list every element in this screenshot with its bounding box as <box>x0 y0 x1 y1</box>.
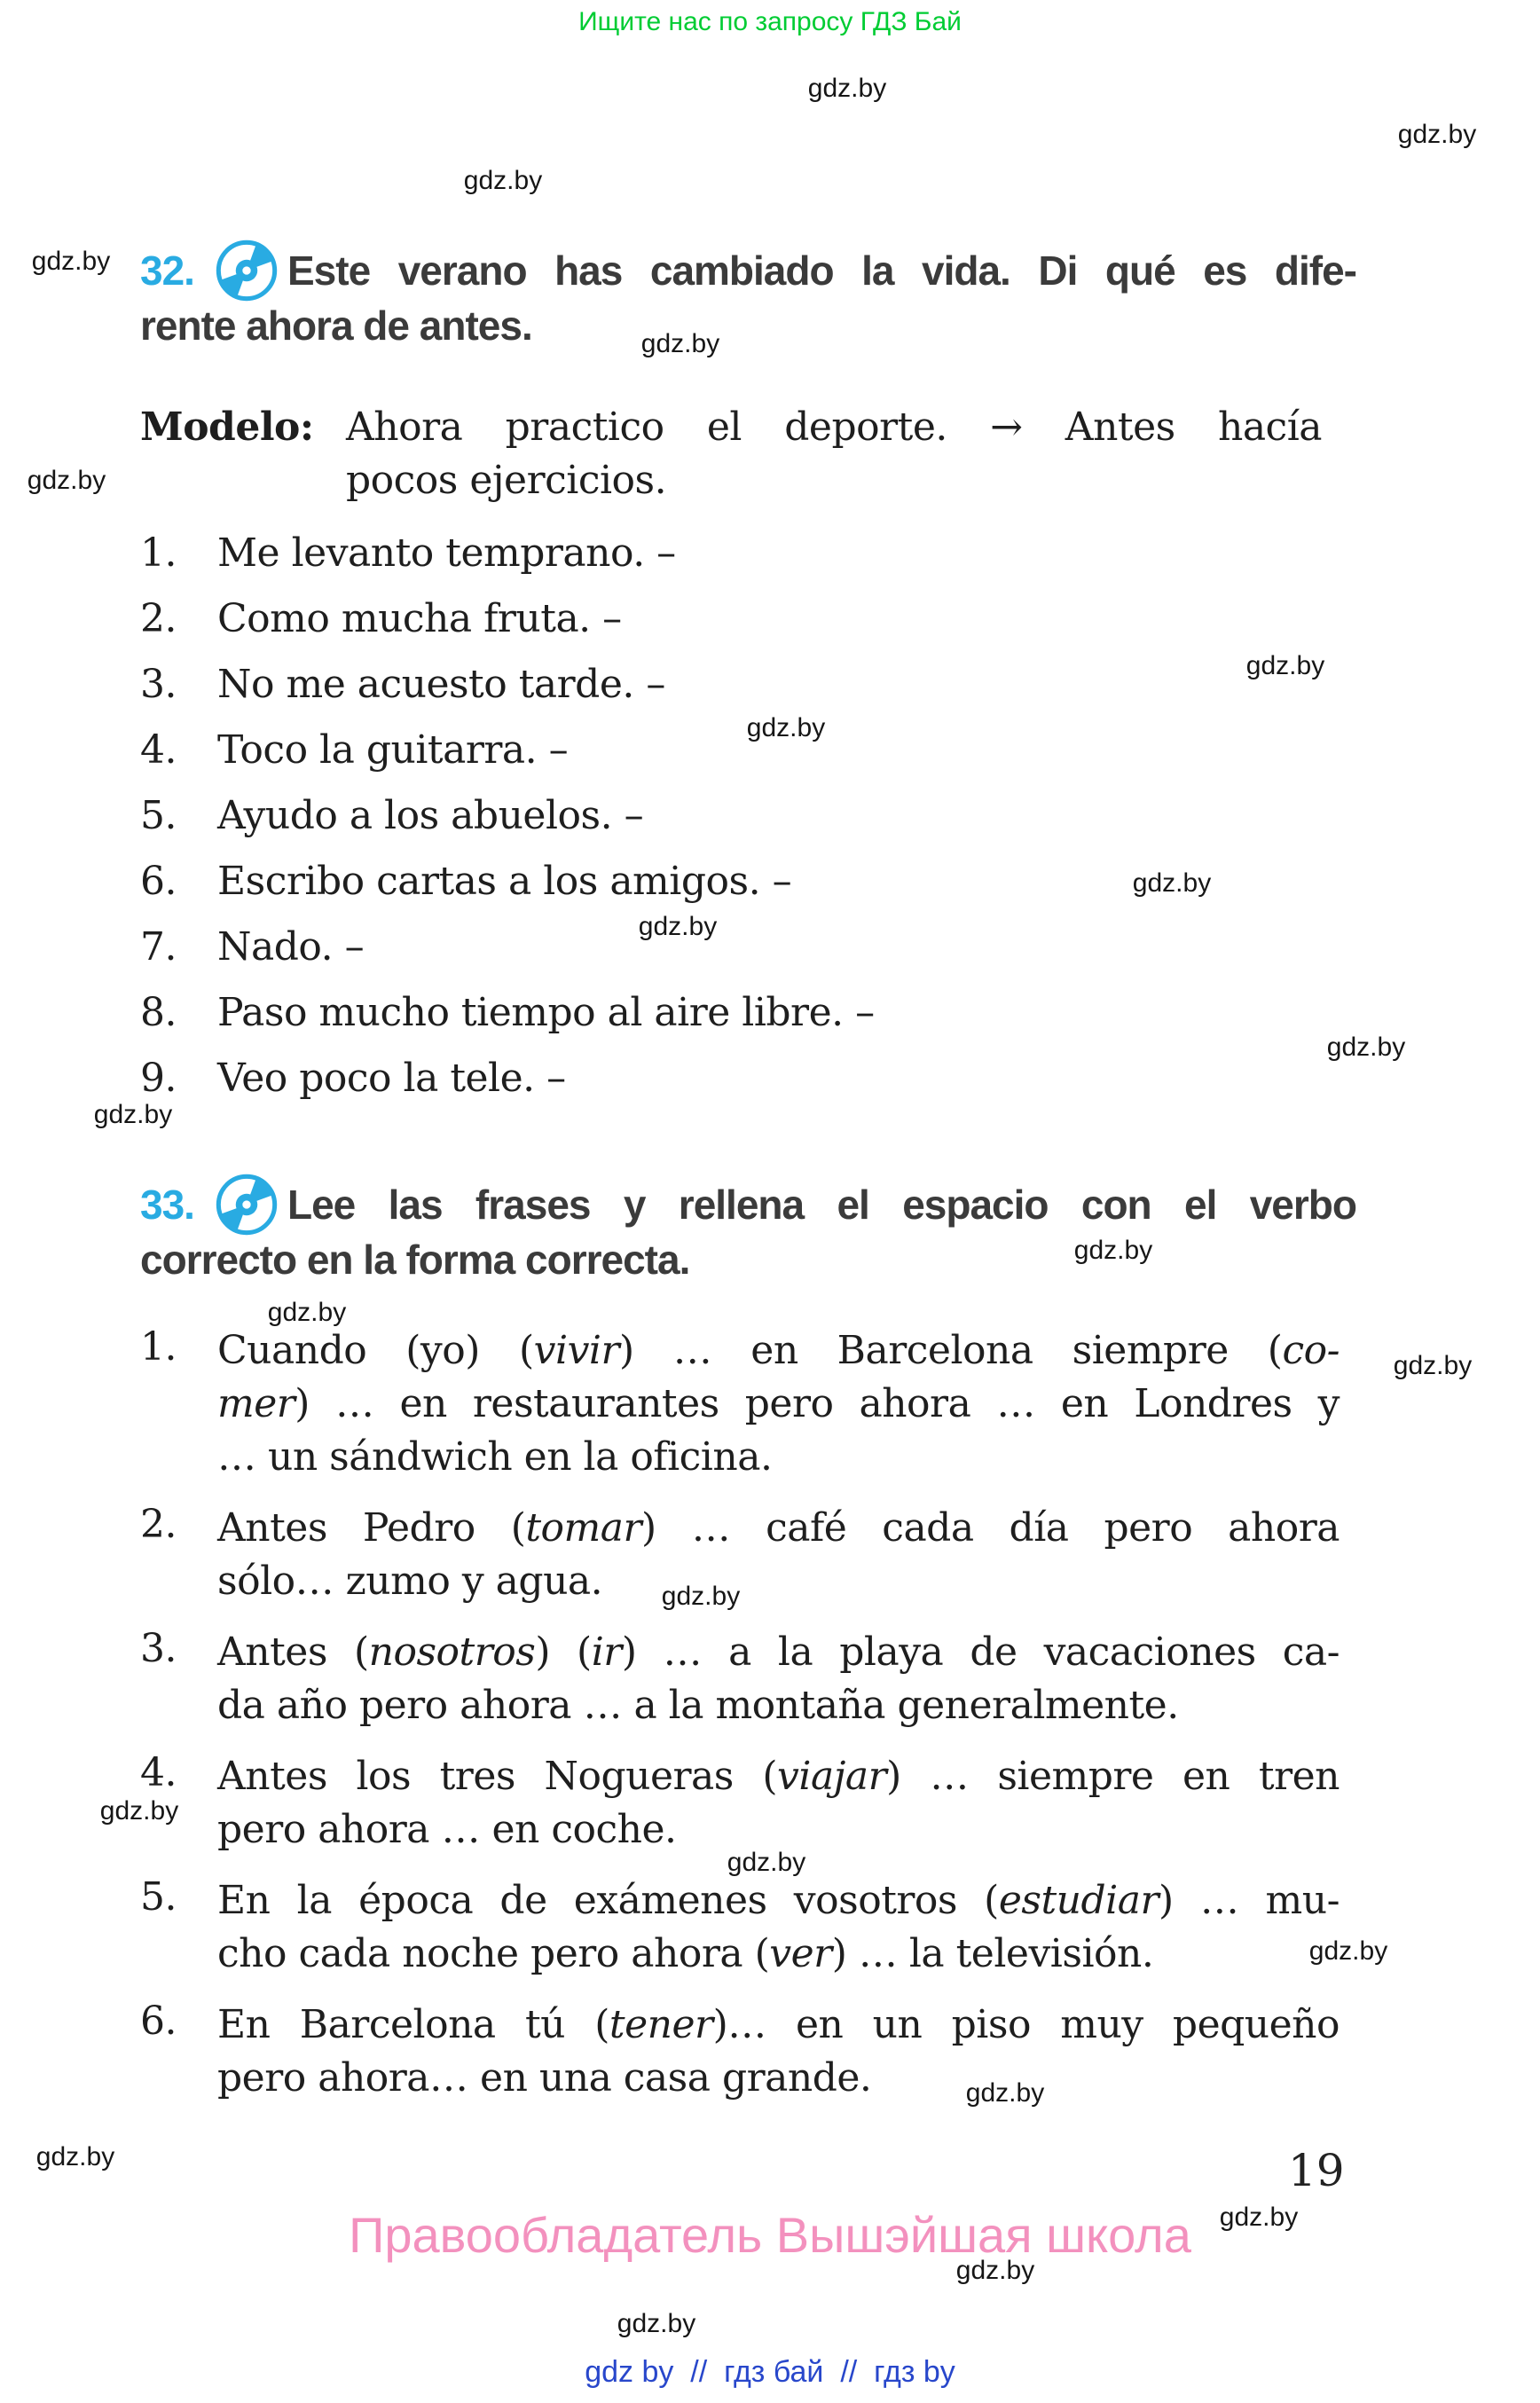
exercise-33-header-line1 <box>140 1175 1418 1234</box>
page-number: 19 <box>1288 2145 1345 2196</box>
gdz-watermark: gdz.by <box>27 466 106 495</box>
gdz-watermark: gdz.by <box>1397 120 1477 149</box>
item-number: 6. <box>140 1999 177 2044</box>
item-number: 7. <box>140 924 177 970</box>
gdz-watermark: gdz.by <box>267 1298 347 1327</box>
item-text: Cuando (yo) (vivir) … en Barcelona siempre (co- mer) … en restaurantes pero ahora … en Londres y … un sándwich en la oficina. <box>217 1328 1340 1480</box>
exercise-32-item <box>140 591 1418 648</box>
publisher-footer: Правообладатель Вышэйшая школа <box>349 2207 1191 2263</box>
exercise-32-item <box>140 722 1418 779</box>
exercise-32-title-line2: rente ahora de antes. <box>140 302 532 349</box>
exercise-33-item <box>140 1324 1418 1484</box>
exercise-32-item <box>140 525 1418 582</box>
exercise-33-item <box>140 1874 1418 1981</box>
item-number: 1. <box>140 1324 177 1370</box>
item-text: Escribo cartas a los amigos. – <box>217 859 792 904</box>
exercise-32-item <box>140 788 1418 844</box>
item-number: 5. <box>140 1874 177 1920</box>
gdz-watermark: gdz.by <box>35 2142 115 2171</box>
gdz-watermark: gdz.by <box>1326 1033 1406 1062</box>
modelo-block <box>140 401 1418 507</box>
item-number: 3. <box>140 662 177 707</box>
modelo-label: Modelo: <box>140 404 314 450</box>
modelo-line1: Ahora practico el deporte. → Antes hacía <box>346 404 1322 450</box>
gdz-watermark: gdz.by <box>1132 868 1212 898</box>
item-number: 5. <box>140 793 177 838</box>
gdz-watermark: gdz.by <box>965 2078 1045 2108</box>
modelo-line2: pocos ejercicios. <box>346 458 667 503</box>
item-number: 2. <box>140 596 177 641</box>
exercise-32-header <box>140 241 1418 351</box>
cd-disc-icon <box>215 1173 279 1237</box>
item-text: En la época de exámenes vosotros (estudiar) … mu- cho cada noche pero ahora (ver) … la televisión. <box>217 1878 1340 1976</box>
item-text: Antes Pedro (tomar) … café cada día pero ahora sólo… zumo y agua. <box>217 1505 1340 1604</box>
gdz-watermark: gdz.by <box>617 2309 696 2338</box>
exercise-32 <box>140 241 1418 1116</box>
item-number: 9. <box>140 1056 177 1101</box>
item-text: Veo poco la tele. – <box>217 1056 566 1101</box>
exercise-33-number: 33. <box>140 1182 194 1228</box>
exercise-32-title-line1: Este verano has cambiado la vida. Di qué es dife- <box>287 247 1356 294</box>
exercise-33-title-line2: correcto en la forma correcta. <box>140 1237 690 1283</box>
exercise-32-header-line1 <box>140 241 1418 300</box>
exercise-32-item <box>140 985 1418 1041</box>
exercise-32-item <box>140 656 1418 713</box>
item-text: Paso mucho tiempo al aire libre. – <box>217 990 875 1035</box>
item-number: 4. <box>140 1750 177 1795</box>
item-number: 3. <box>140 1626 177 1671</box>
gdz-watermark: gdz.by <box>463 166 543 195</box>
exercise-32-item <box>140 919 1418 976</box>
item-text: Me levanto temprano. – <box>217 530 676 576</box>
exercise-32-item <box>140 1050 1418 1107</box>
item-text: Antes (nosotros) (ir) … a la playa de vacaciones ca- da año pero ahora … a la montaña generalmente. <box>217 1629 1340 1728</box>
gdz-watermark: gdz.by <box>955 2256 1035 2285</box>
gdz-watermark: gdz.by <box>99 1796 179 1826</box>
item-text: En Barcelona tú (tener)… en un piso muy pequeño pero ahora… en una casa grande. <box>217 2002 1340 2101</box>
exercise-33-item <box>140 1750 1418 1857</box>
gdz-watermark: gdz.by <box>1393 1351 1473 1380</box>
exercise-32-list <box>140 525 1418 1107</box>
item-text: Como mucha fruta. – <box>217 596 622 641</box>
item-text: Nado. – <box>217 924 365 970</box>
exercise-33-item <box>140 1626 1418 1732</box>
item-text: Toco la guitarra. – <box>217 727 569 773</box>
exercise-33 <box>140 1175 1418 2123</box>
top-banner-text: Ищите нас по запросу ГДЗ Бай <box>578 7 962 36</box>
links-footer: gdz by // гдз бай // гдз by <box>585 2355 955 2389</box>
exercise-33-item <box>140 1502 1418 1608</box>
exercise-33-list <box>140 1324 1418 2105</box>
gdz-watermark: gdz.by <box>31 247 111 276</box>
gdz-watermark: gdz.by <box>638 912 718 941</box>
gdz-watermark: gdz.by <box>661 1582 741 1611</box>
gdz-watermark: gdz.by <box>1245 651 1325 680</box>
item-number: 6. <box>140 859 177 904</box>
exercise-33-title-line1: Lee las frases y rellena el espacio con el verbo <box>287 1182 1356 1228</box>
gdz-watermark: gdz.by <box>1308 1936 1388 1966</box>
gdz-watermark: gdz.by <box>93 1100 173 1129</box>
gdz-watermark: gdz.by <box>807 74 887 103</box>
item-text: Antes los tres Nogueras (viajar) … siempre en tren pero ahora … en coche. <box>217 1754 1340 1852</box>
gdz-watermark: gdz.by <box>1073 1236 1153 1265</box>
item-number: 2. <box>140 1502 177 1547</box>
cd-disc-icon <box>215 239 279 302</box>
item-number: 8. <box>140 990 177 1035</box>
gdz-watermark: gdz.by <box>746 713 826 742</box>
item-number: 4. <box>140 727 177 773</box>
exercise-33-header <box>140 1175 1418 1285</box>
exercise-32-item <box>140 853 1418 910</box>
item-number: 1. <box>140 530 177 576</box>
exercise-32-number: 32. <box>140 247 194 294</box>
modelo-body <box>346 401 1322 507</box>
gdz-watermark: gdz.by <box>640 329 720 358</box>
gdz-watermark: gdz.by <box>1219 2203 1299 2232</box>
item-text: No me acuesto tarde. – <box>217 662 665 707</box>
item-text: Ayudo a los abuelos. – <box>217 793 644 838</box>
gdz-watermark: gdz.by <box>727 1848 806 1877</box>
exercise-33-item <box>140 1999 1418 2105</box>
